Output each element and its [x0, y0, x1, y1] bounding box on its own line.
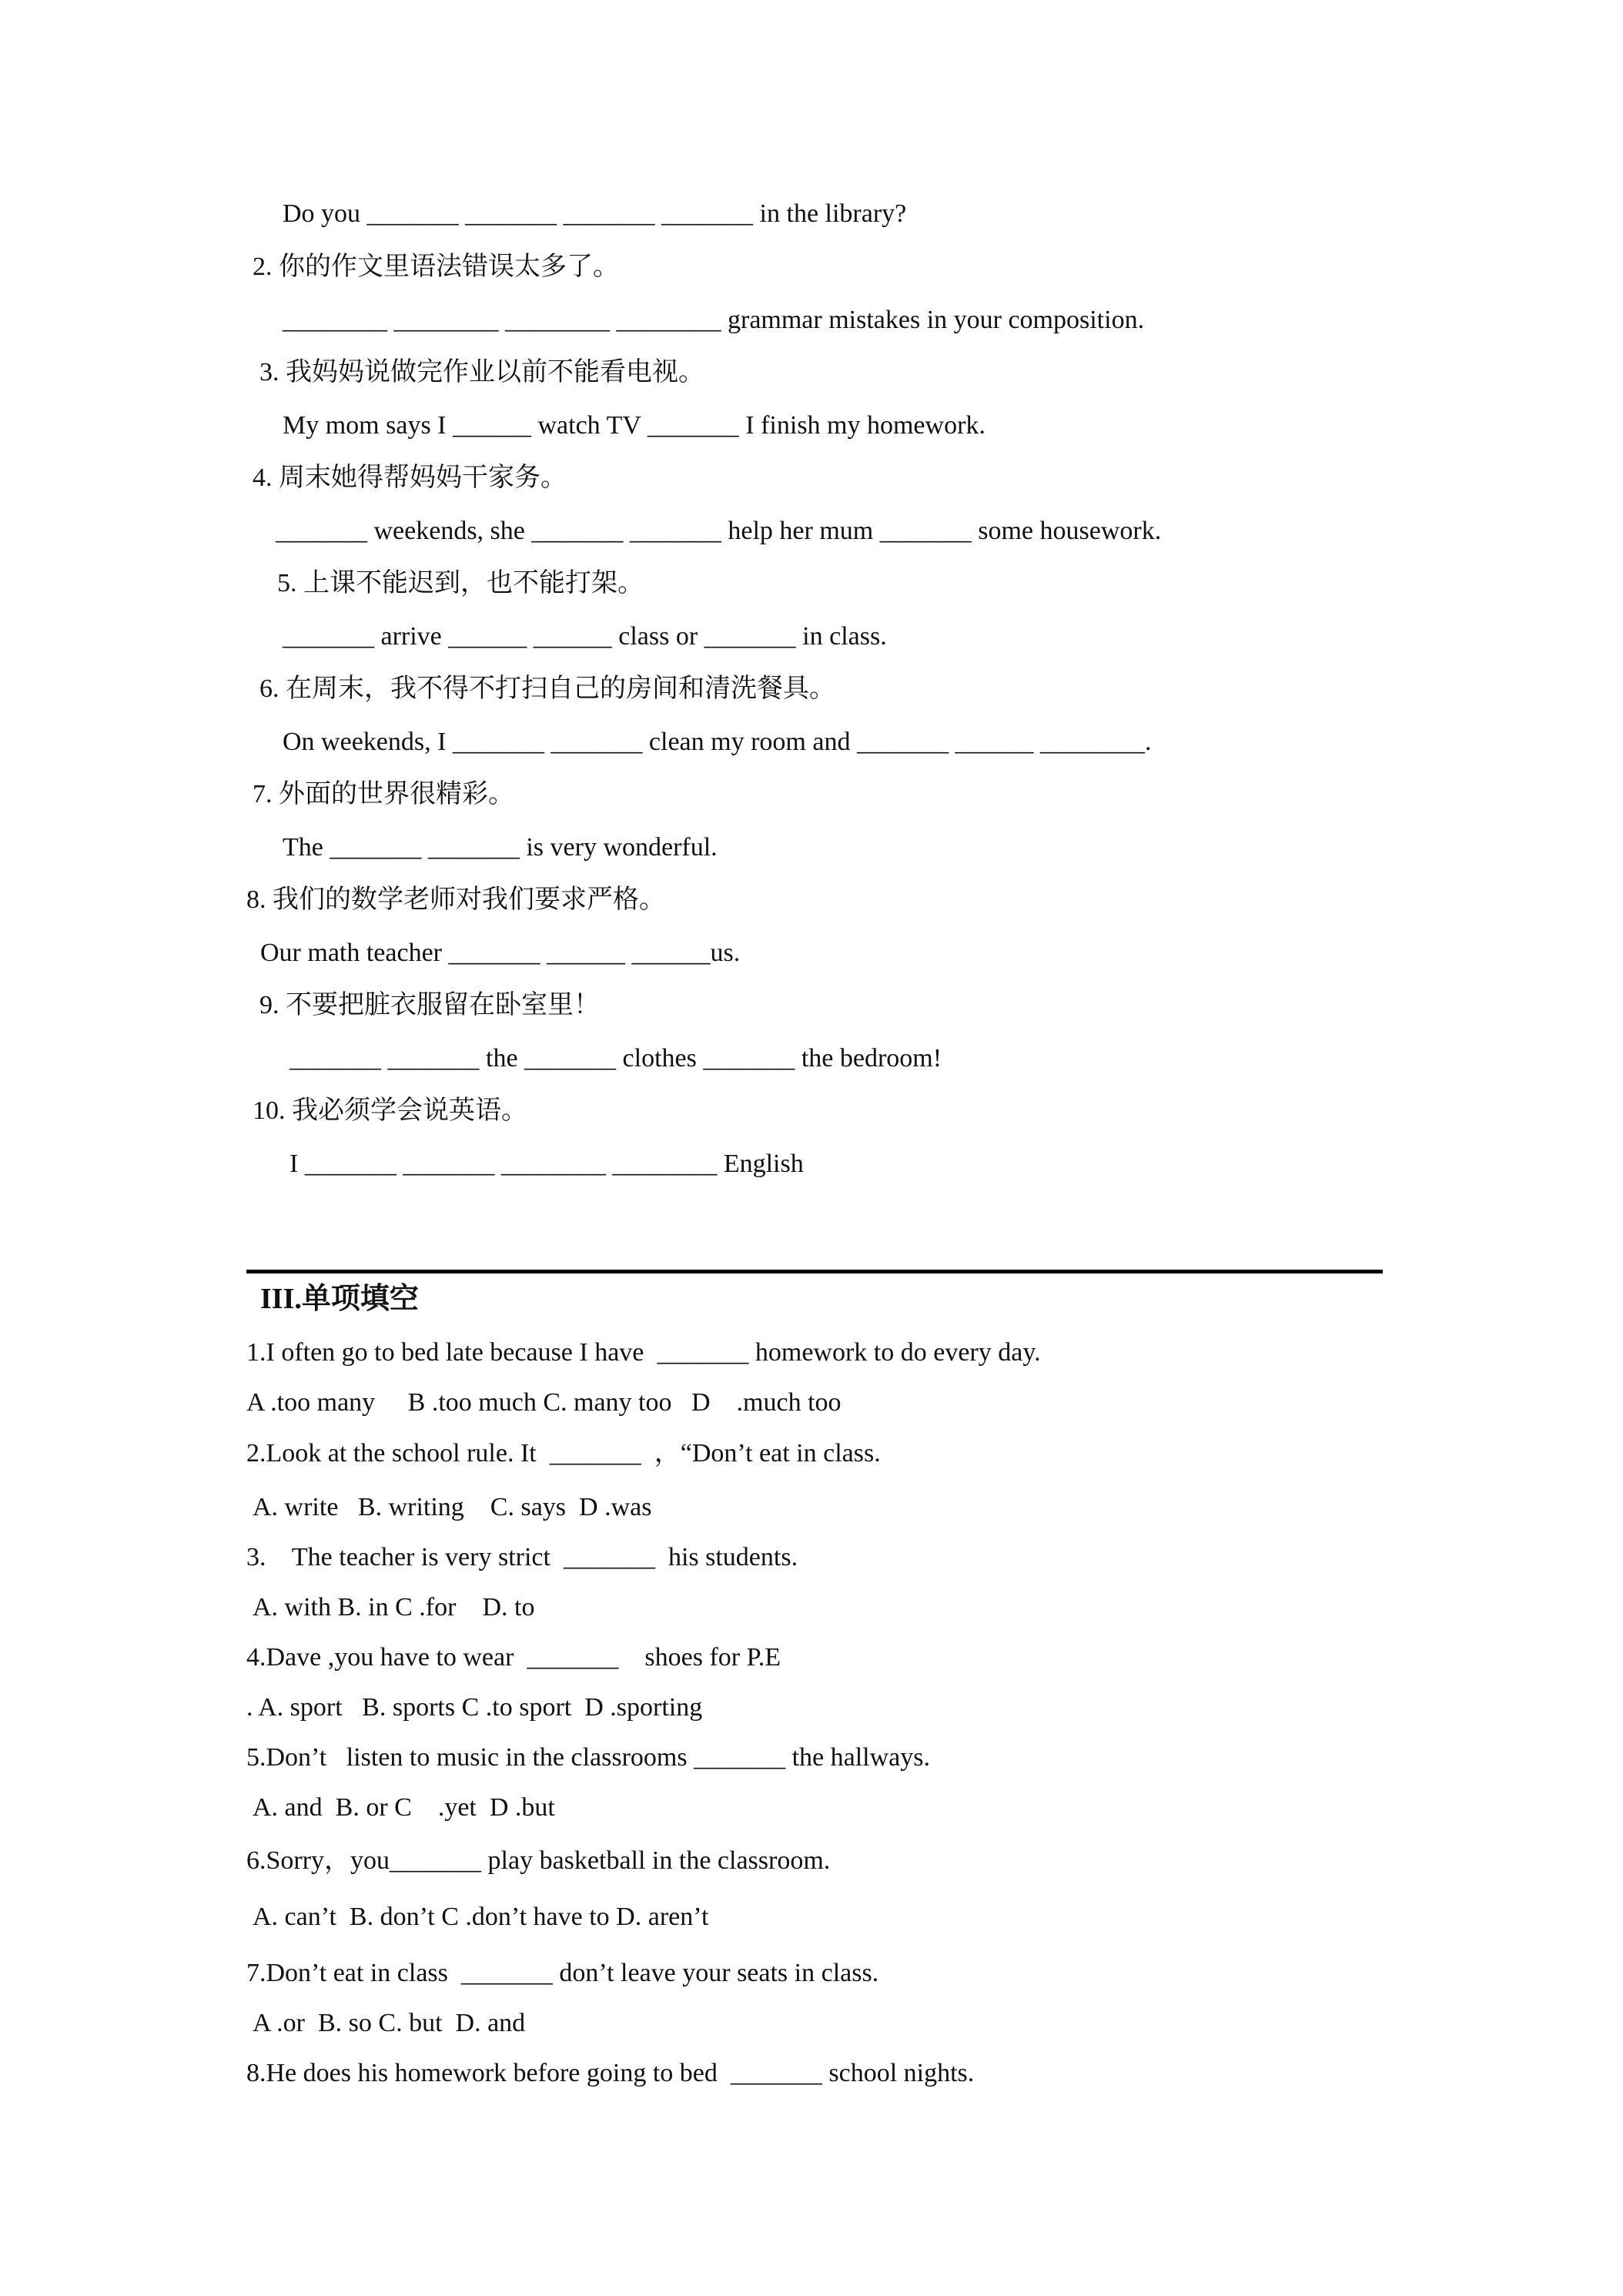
options-line: A. and B. or C .yet D .but	[253, 1793, 555, 1822]
options-line: A. can’t B. don’t C .don’t have to D. aren’t	[253, 1903, 709, 1931]
exercise-line: ________ ________ ________ ________ grammar mistakes in your composition.	[283, 306, 1145, 334]
question-line: 8.He does his homework before going to bed _______ school nights.	[246, 2059, 975, 2087]
exercise-line: My mom says I ______ watch TV _______ I finish my homework.	[283, 411, 986, 440]
question-line: 1.I often go to bed late because I have _______ homework to do every day.	[246, 1338, 1041, 1367]
exercise-prompt: 6. 在周末，我不得不打扫自己的房间和清洗餐具。	[259, 674, 835, 703]
exercise-line: _______ arrive ______ ______ class or _______ in class.	[283, 622, 887, 651]
exercise-line: On weekends, I _______ _______ clean my room and _______ ______ ________.	[283, 728, 1152, 756]
options-line: A. write B. writing C. says D .was	[253, 1493, 652, 1521]
question-line: 7.Don’t eat in class _______ don’t leave your seats in class.	[246, 1959, 879, 1987]
exercise-prompt: 5. 上课不能迟到，也不能打架。	[277, 569, 644, 597]
exercise-prompt: 7. 外面的世界很精彩。	[253, 780, 514, 808]
exercise-prompt: 10. 我必须学会说英语。	[253, 1096, 527, 1125]
options-line: A .or B. so C. but D. and	[253, 2009, 526, 2037]
exercise-line: Our math teacher _______ ______ ______us.	[260, 939, 741, 967]
exercise-prompt: 8. 我们的数学老师对我们要求严格。	[246, 885, 665, 914]
options-line: A .too many B .too much C. many too D .much too	[246, 1388, 842, 1417]
options-line: . A. sport B. sports C .to sport D .sporting	[246, 1693, 703, 1722]
question-line: 2.Look at the school rule. It _______ ，“Don’t eat in class.	[246, 1439, 881, 1468]
exercise-line: I _______ _______ ________ ________ English	[289, 1150, 804, 1178]
question-line: 3. The teacher is very strict _______ his students.	[246, 1543, 798, 1571]
exercise-line: The _______ _______ is very wonderful.	[283, 833, 718, 862]
exercise-line: _______ weekends, she _______ _______ help her mum _______ some housework.	[276, 517, 1162, 545]
exercise-line: _______ _______ the _______ clothes _______ the bedroom!	[289, 1044, 942, 1073]
question-line: 5.Don’t listen to music in the classrooms _______ the hallways.	[246, 1743, 931, 1772]
options-line: A. with B. in C .for D. to	[253, 1593, 535, 1622]
question-line: 6.Sorry，you_______ play basketball in the classroom.	[246, 1846, 831, 1875]
section-divider	[246, 1270, 1383, 1274]
question-line: 4.Dave ,you have to wear _______ shoes for P.E	[246, 1643, 781, 1672]
exercise-prompt: 4. 周末她得帮妈妈干家务。	[253, 464, 567, 492]
exercise-prompt: 2. 你的作文里语法错误太多了。	[253, 253, 619, 281]
section-heading: III.单项填空	[260, 1283, 419, 1315]
exercise-line: Do you _______ _______ _______ _______ in the library?	[283, 199, 907, 228]
exercise-prompt: 9. 不要把脏衣服留在卧室里！	[259, 991, 600, 1019]
exercise-prompt: 3. 我妈妈说做完作业以前不能看电视。	[259, 358, 704, 387]
